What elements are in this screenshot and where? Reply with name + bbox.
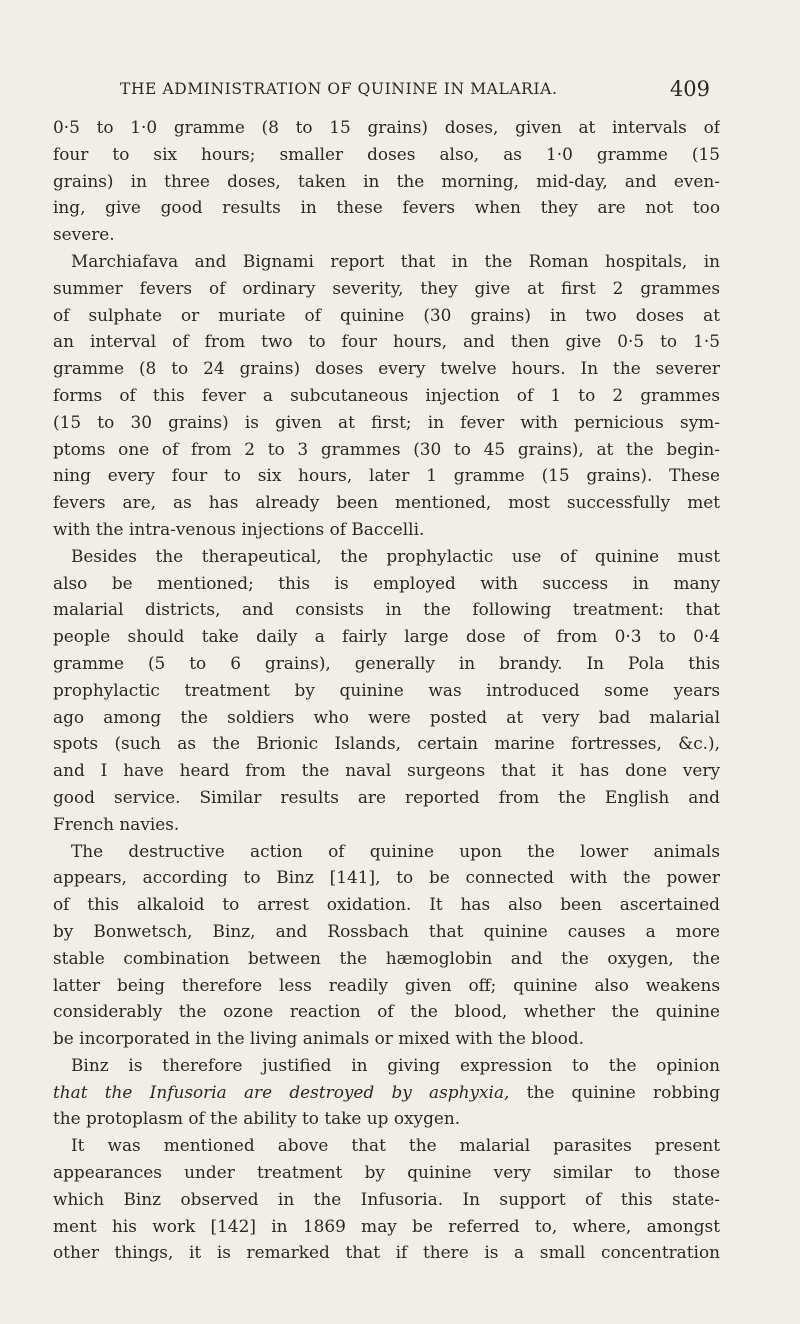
text-line: French navies. xyxy=(53,813,180,834)
text-line: considerably the ozone reaction of the blood, whether the quinine xyxy=(53,1001,720,1022)
text-line: of sulphate or muriate of quinine (30 grains) in two doses at xyxy=(53,304,720,325)
text-line: (15 to 30 grains) is given at first; in fever with pernicious sym- xyxy=(53,411,720,432)
text-line: ing, give good results in these fevers when they are not too xyxy=(53,197,720,218)
paragraph-dosage-continued xyxy=(53,114,720,248)
text-line: stable combination between the hæmoglobin and the oxygen, the xyxy=(53,947,720,968)
running-head xyxy=(120,77,710,104)
text-line: prophylactic treatment by quinine was introduced some years xyxy=(53,679,720,700)
text-line: 0·5 to 1·0 gramme (8 to 15 grains) doses, given at intervals of xyxy=(53,117,720,137)
text-line: It was mentioned above that the malarial parasites present xyxy=(71,1135,720,1156)
italic-phrase: that the Infusoria are destroyed by asphyxia, xyxy=(53,1081,510,1102)
text-line: Marchiafava and Bignami report that in the Roman hospitals, in xyxy=(71,250,720,271)
page-number: 409 xyxy=(669,77,710,101)
paragraph-marchiafava-bignami xyxy=(53,248,720,543)
text-line: severe. xyxy=(53,224,115,245)
text-line: with the intra-venous injections of Baccelli. xyxy=(53,518,425,539)
running-head-title: THE ADMINISTRATION OF QUININE IN MALARIA. xyxy=(120,80,558,98)
text-line: gramme (5 to 6 grains), generally in brandy. In Pola this xyxy=(53,652,720,673)
text-line: the protoplasm of the ability to take up oxygen. xyxy=(53,1108,461,1129)
text-line: by Bonwetsch, Binz, and Rossbach that quinine causes a more xyxy=(53,920,720,941)
text-line: Besides the therapeutical, the prophylactic use of quinine must xyxy=(71,545,720,566)
text-line: people should take daily a fairly large dose of from 0·3 to 0·4 xyxy=(53,626,720,647)
text-line: good service. Similar results are reported from the English and xyxy=(53,786,720,807)
text-line: other things, it is remarked that if there is a small concentration xyxy=(53,1242,720,1263)
text-line: ment his work [142] in 1869 may be referred to, where, amongst xyxy=(53,1215,720,1236)
text-line-italic-mixed xyxy=(53,1079,720,1106)
text-line: also be mentioned; this is employed with success in many xyxy=(53,572,720,593)
text-line: an interval of from two to four hours, and then give 0·5 to 1·5 xyxy=(53,331,720,352)
text-line: ning every four to six hours, later 1 gramme (15 grains). These xyxy=(53,465,720,486)
text-line: which Binz observed in the Infusoria. In support of this state- xyxy=(53,1188,720,1209)
text-line: gramme (8 to 24 grains) doses every twelve hours. In the severer xyxy=(53,358,720,379)
paragraph-prophylactic-use xyxy=(53,543,720,838)
body-text xyxy=(53,114,720,1266)
text-line: forms of this fever a subcutaneous injection of 1 to 2 grammes xyxy=(53,384,720,405)
text-line: appearances under treatment by quinine very similar to those xyxy=(53,1162,720,1183)
text-line: summer fevers of ordinary severity, they give at first 2 grammes xyxy=(53,277,720,298)
paragraph-binz-opinion xyxy=(53,1052,720,1132)
text-line: grains) in three doses, taken in the morning, mid-day, and even- xyxy=(53,170,720,191)
paragraph-malarial-parasites xyxy=(53,1132,720,1266)
text-line: Binz is therefore justified in giving expression to the opinion xyxy=(71,1054,720,1075)
text-line: four to six hours; smaller doses also, as 1·0 gramme (15 xyxy=(53,143,720,164)
text-line: fevers are, as has already been mentioned, most successfully met xyxy=(53,492,720,513)
text-line: appears, according to Binz [141], to be connected with the power xyxy=(53,867,720,888)
text-line: and I have heard from the naval surgeons that it has done very xyxy=(53,760,720,781)
text-line: The destructive action of quinine upon the lower animals xyxy=(71,840,720,861)
text-line: malarial districts, and consists in the following treatment: that xyxy=(53,599,720,620)
text-line: latter being therefore less readily given off; quinine also weakens xyxy=(53,974,720,995)
text-line: ago among the soldiers who were posted at very bad malarial xyxy=(53,706,720,727)
text-line: spots (such as the Brionic Islands, certain marine fortresses, &c.), xyxy=(53,733,720,754)
text-line: be incorporated in the living animals or mixed with the blood. xyxy=(53,1028,585,1049)
text-span: the quinine robbing xyxy=(509,1081,720,1102)
text-line: ptoms one of from 2 to 3 grammes (30 to 45 grains), at the begin- xyxy=(53,438,720,459)
text-line: of this alkaloid to arrest oxidation. It has also been ascertained xyxy=(53,894,720,915)
paragraph-destructive-action xyxy=(53,838,720,1052)
